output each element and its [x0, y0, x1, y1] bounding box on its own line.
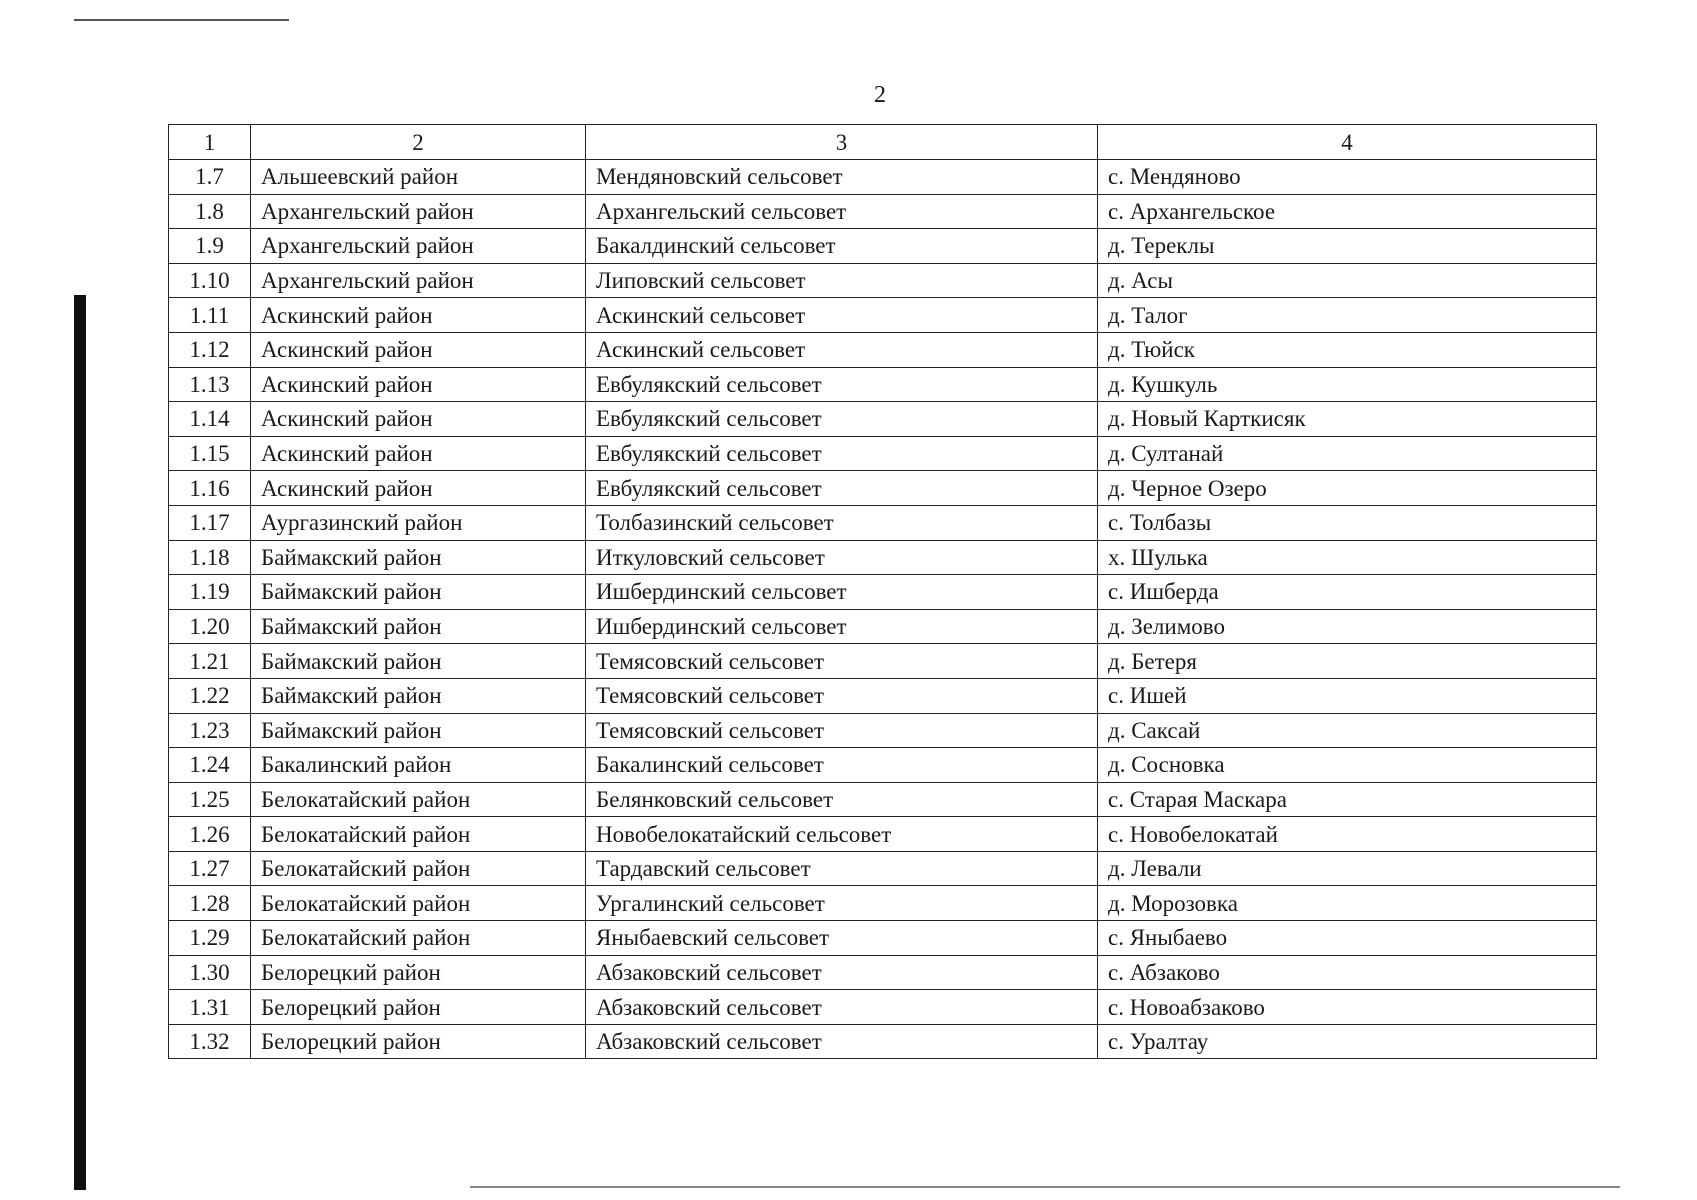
district-cell: Баймакский район: [251, 644, 586, 679]
row-number-cell: 1.25: [169, 782, 251, 817]
district-cell: Архангельский район: [251, 229, 586, 264]
selsoviet-cell: Белянковский сельсовет: [586, 782, 1098, 817]
district-cell: Белорецкий район: [251, 990, 586, 1025]
table-row: [169, 990, 1597, 1025]
district-cell: Аургазинский район: [251, 505, 586, 540]
row-number-cell: 1.9: [169, 229, 251, 264]
selsoviet-cell: Евбулякский сельсовет: [586, 436, 1098, 471]
settlement-cell: с. Мендяново: [1098, 160, 1597, 195]
settlement-cell: с. Уралтау: [1098, 1024, 1597, 1059]
table-row: [169, 367, 1597, 402]
selsoviet-cell: Тардавский сельсовет: [586, 851, 1098, 886]
settlements-table: [168, 124, 1597, 1059]
district-cell: Аскинский район: [251, 367, 586, 402]
page-number: 2: [874, 82, 886, 108]
settlement-cell: д. Бетеря: [1098, 644, 1597, 679]
row-number-cell: 1.30: [169, 955, 251, 990]
row-number-cell: 1.29: [169, 921, 251, 956]
row-number-cell: 1.15: [169, 436, 251, 471]
selsoviet-cell: Иткуловский сельсовет: [586, 540, 1098, 575]
table-row: [169, 194, 1597, 229]
row-number-cell: 1.12: [169, 332, 251, 367]
settlement-cell: д. Талог: [1098, 298, 1597, 333]
table-row: [169, 160, 1597, 195]
settlement-cell: д. Тереклы: [1098, 229, 1597, 264]
table-row: [169, 609, 1597, 644]
settlement-cell: с. Яныбаево: [1098, 921, 1597, 956]
row-number-cell: 1.11: [169, 298, 251, 333]
row-number-cell: 1.27: [169, 851, 251, 886]
settlement-cell: с. Толбазы: [1098, 505, 1597, 540]
row-number-cell: 1.13: [169, 367, 251, 402]
table-row: [169, 263, 1597, 298]
settlement-cell: с. Абзаково: [1098, 955, 1597, 990]
column-header-1: 1: [169, 125, 251, 160]
selsoviet-cell: Архангельский сельсовет: [586, 194, 1098, 229]
column-header-4: 4: [1098, 125, 1597, 160]
settlement-cell: д. Саксай: [1098, 713, 1597, 748]
row-number-cell: 1.19: [169, 575, 251, 610]
selsoviet-cell: Темясовский сельсовет: [586, 644, 1098, 679]
district-cell: Архангельский район: [251, 194, 586, 229]
table-row: [169, 748, 1597, 783]
selsoviet-cell: Аскинский сельсовет: [586, 298, 1098, 333]
district-cell: Белокатайский район: [251, 782, 586, 817]
row-number-cell: 1.16: [169, 471, 251, 506]
district-cell: Архангельский район: [251, 263, 586, 298]
column-header-2: 2: [251, 125, 586, 160]
settlement-cell: д. Зелимово: [1098, 609, 1597, 644]
selsoviet-cell: Новобелокатайский сельсовет: [586, 817, 1098, 852]
settlement-cell: с. Архангельское: [1098, 194, 1597, 229]
selsoviet-cell: Абзаковский сельсовет: [586, 990, 1098, 1025]
table-body: [169, 160, 1597, 1059]
row-number-cell: 1.21: [169, 644, 251, 679]
table-row: [169, 540, 1597, 575]
selsoviet-cell: Липовский сельсовет: [586, 263, 1098, 298]
selsoviet-cell: Толбазинский сельсовет: [586, 505, 1098, 540]
scan-binding-shadow: [74, 295, 86, 1190]
district-cell: Аскинский район: [251, 298, 586, 333]
table-row: [169, 1024, 1597, 1059]
selsoviet-cell: Яныбаевский сельсовет: [586, 921, 1098, 956]
settlement-cell: с. Ишей: [1098, 678, 1597, 713]
district-cell: Белокатайский район: [251, 851, 586, 886]
table-row: [169, 471, 1597, 506]
table-row: [169, 402, 1597, 437]
table-row: [169, 298, 1597, 333]
table-row: [169, 886, 1597, 921]
table-row: [169, 678, 1597, 713]
settlement-cell: д. Сосновка: [1098, 748, 1597, 783]
settlement-cell: д. Кушкуль: [1098, 367, 1597, 402]
settlement-cell: д. Асы: [1098, 263, 1597, 298]
row-number-cell: 1.20: [169, 609, 251, 644]
district-cell: Белорецкий район: [251, 955, 586, 990]
scan-edge-mark-top: [74, 19, 289, 21]
row-number-cell: 1.17: [169, 505, 251, 540]
row-number-cell: 1.18: [169, 540, 251, 575]
district-cell: Альшеевский район: [251, 160, 586, 195]
settlement-cell: с. Новоабзаково: [1098, 990, 1597, 1025]
selsoviet-cell: Евбулякский сельсовет: [586, 402, 1098, 437]
table-row: [169, 505, 1597, 540]
column-header-3: 3: [586, 125, 1098, 160]
selsoviet-cell: Ургалинский сельсовет: [586, 886, 1098, 921]
table-row: [169, 575, 1597, 610]
selsoviet-cell: Темясовский сельсовет: [586, 678, 1098, 713]
settlement-cell: д. Тюйск: [1098, 332, 1597, 367]
selsoviet-cell: Мендяновский сельсовет: [586, 160, 1098, 195]
district-cell: Баймакский район: [251, 678, 586, 713]
row-number-cell: 1.22: [169, 678, 251, 713]
table-row: [169, 921, 1597, 956]
district-cell: Баймакский район: [251, 609, 586, 644]
settlement-cell: д. Султанай: [1098, 436, 1597, 471]
table-row: [169, 332, 1597, 367]
district-cell: Бакалинский район: [251, 748, 586, 783]
row-number-cell: 1.31: [169, 990, 251, 1025]
row-number-cell: 1.14: [169, 402, 251, 437]
table-row: [169, 229, 1597, 264]
district-cell: Белорецкий район: [251, 1024, 586, 1059]
table-row: [169, 851, 1597, 886]
district-cell: Белокатайский район: [251, 817, 586, 852]
table-row: [169, 644, 1597, 679]
district-cell: Баймакский район: [251, 713, 586, 748]
table-row: [169, 713, 1597, 748]
selsoviet-cell: Бакалинский сельсовет: [586, 748, 1098, 783]
settlement-cell: с. Старая Маскара: [1098, 782, 1597, 817]
selsoviet-cell: Аскинский сельсовет: [586, 332, 1098, 367]
settlement-cell: д. Новый Карткисяк: [1098, 402, 1597, 437]
district-cell: Аскинский район: [251, 332, 586, 367]
settlement-cell: д. Черное Озеро: [1098, 471, 1597, 506]
row-number-cell: 1.32: [169, 1024, 251, 1059]
selsoviet-cell: Абзаковский сельсовет: [586, 955, 1098, 990]
table-row: [169, 782, 1597, 817]
district-cell: Белокатайский район: [251, 886, 586, 921]
district-cell: Аскинский район: [251, 402, 586, 437]
selsoviet-cell: Абзаковский сельсовет: [586, 1024, 1098, 1059]
table-row: [169, 436, 1597, 471]
settlement-cell: с. Ишберда: [1098, 575, 1597, 610]
settlement-cell: д. Морозовка: [1098, 886, 1597, 921]
row-number-cell: 1.10: [169, 263, 251, 298]
row-number-cell: 1.8: [169, 194, 251, 229]
row-number-cell: 1.26: [169, 817, 251, 852]
selsoviet-cell: Ишбердинский сельсовет: [586, 575, 1098, 610]
settlement-cell: д. Левали: [1098, 851, 1597, 886]
row-number-cell: 1.24: [169, 748, 251, 783]
row-number-cell: 1.7: [169, 160, 251, 195]
district-cell: Аскинский район: [251, 436, 586, 471]
selsoviet-cell: Темясовский сельсовет: [586, 713, 1098, 748]
row-number-cell: 1.28: [169, 886, 251, 921]
selsoviet-cell: Бакалдинский сельсовет: [586, 229, 1098, 264]
district-cell: Аскинский район: [251, 471, 586, 506]
scan-edge-mark-bottom: [470, 1186, 1620, 1188]
table-row: [169, 817, 1597, 852]
selsoviet-cell: Ишбердинский сельсовет: [586, 609, 1098, 644]
selsoviet-cell: Евбулякский сельсовет: [586, 471, 1098, 506]
table-header-row: [169, 125, 1597, 160]
table-row: [169, 955, 1597, 990]
district-cell: Баймакский район: [251, 540, 586, 575]
district-cell: Белокатайский район: [251, 921, 586, 956]
settlement-cell: х. Шулька: [1098, 540, 1597, 575]
row-number-cell: 1.23: [169, 713, 251, 748]
district-cell: Баймакский район: [251, 575, 586, 610]
selsoviet-cell: Евбулякский сельсовет: [586, 367, 1098, 402]
settlement-cell: с. Новобелокатай: [1098, 817, 1597, 852]
